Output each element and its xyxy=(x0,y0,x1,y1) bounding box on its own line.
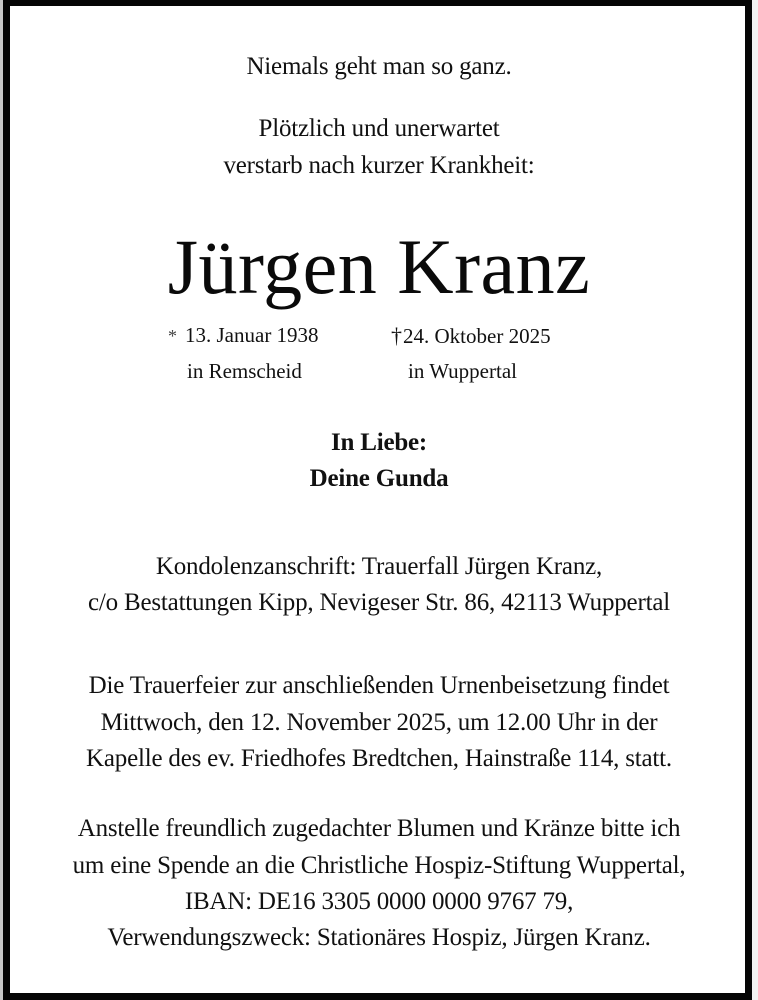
intro-line-2: verstarb nach kurzer Krankheit: xyxy=(223,152,535,179)
birth-star-icon: * xyxy=(168,326,177,346)
death-info xyxy=(391,318,551,389)
donation-purpose: Verwendungszweck: Stationäres Hospiz, Jürgen Kranz. xyxy=(107,924,651,951)
deceased-name: Jürgen Kranz xyxy=(167,223,591,310)
birth-date-line xyxy=(168,318,319,354)
obituary-frame xyxy=(3,0,752,1000)
donation-line-1: Anstelle freundlich zugedachter Blumen und Kränze bitte ich xyxy=(77,815,681,842)
death-date-line xyxy=(391,318,551,354)
motto: Niemals geht man so ganz. xyxy=(246,53,512,80)
intro-line-1: Plötzlich und unerwartet xyxy=(258,115,500,142)
birth-date: 13. Januar 1938 xyxy=(185,323,319,347)
scan-edge-right xyxy=(752,0,758,1000)
ceremony-line-1: Die Trauerfeier zur anschließenden Urnenbeisetzung findet xyxy=(88,672,670,699)
condolence-line-2: c/o Bestattungen Kipp, Nevigeser Str. 86, 42113 Wuppertal xyxy=(88,589,670,616)
condolence-line-1: Kondolenzanschrift: Trauerfall Jürgen Kranz, xyxy=(155,553,603,580)
death-date: 24. Oktober 2025 xyxy=(403,324,551,348)
ceremony-line-2: Mittwoch, den 12. November 2025, um 12.00 Uhr in der xyxy=(100,709,658,736)
ceremony-line-3: Kapelle des ev. Friedhofes Bredtchen, Hainstraße 114, statt. xyxy=(86,745,672,772)
cross-icon: † xyxy=(391,323,402,348)
donation-iban: IBAN: DE16 3305 0000 0000 9767 79, xyxy=(184,888,574,915)
death-place: in Wuppertal xyxy=(408,359,517,383)
signature-line-2: Deine Gunda xyxy=(309,465,449,492)
signature-line-1: In Liebe: xyxy=(330,429,428,456)
birth-info xyxy=(168,318,319,389)
donation-line-2: um eine Spende an die Christliche Hospiz-Stiftung Wuppertal, xyxy=(72,852,686,879)
birth-place: in Remscheid xyxy=(187,359,302,383)
